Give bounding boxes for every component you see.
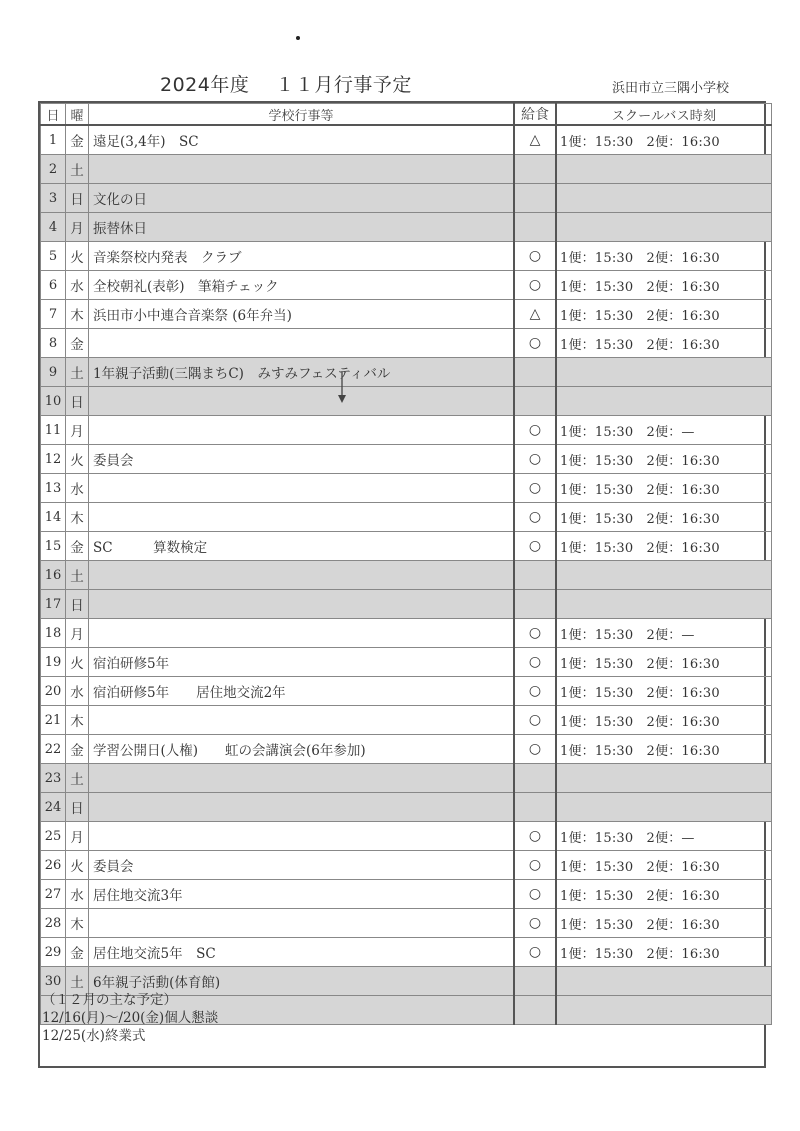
lunch-cell <box>514 793 556 822</box>
event-cell: 音楽祭校内発表 クラブ <box>89 242 515 271</box>
event-cell: 学習公開日(人権) 虹の会講演会(6年参加) <box>89 735 515 764</box>
lunch-cell <box>514 387 556 416</box>
lunch-cell: ○ <box>514 532 556 561</box>
lunch-cell <box>514 213 556 242</box>
day-cell: 5 <box>41 242 66 271</box>
lunch-cell: ○ <box>514 909 556 938</box>
day-cell: 9 <box>41 358 66 387</box>
weekday-cell: 月 <box>66 822 89 851</box>
bus-cell: 1便：15:30 2便：— <box>556 416 772 445</box>
bus-cell <box>556 213 772 242</box>
weekday-cell: 月 <box>66 619 89 648</box>
bus-cell: 1便：15:30 2便：— <box>556 822 772 851</box>
bus-cell <box>556 793 772 822</box>
lunch-cell: ○ <box>514 706 556 735</box>
lunch-cell: ○ <box>514 619 556 648</box>
lunch-cell: △ <box>514 300 556 329</box>
table-row <box>41 793 772 822</box>
bus-cell: 1便：15:30 2便：16:30 <box>556 648 772 677</box>
lunch-cell <box>514 561 556 590</box>
bus-cell: 1便：15:30 2便：16:30 <box>556 271 772 300</box>
table-row <box>41 184 772 213</box>
event-cell <box>89 706 515 735</box>
col-header-day: 日 <box>41 104 66 126</box>
bus-cell <box>556 358 772 387</box>
bus-cell: 1便：15:30 2便：16:30 <box>556 445 772 474</box>
weekday-cell: 日 <box>66 184 89 213</box>
bus-cell: 1便：15:30 2便：16:30 <box>556 909 772 938</box>
day-cell: 16 <box>41 561 66 590</box>
weekday-cell: 金 <box>66 532 89 561</box>
event-cell: 委員会 <box>89 851 515 880</box>
bus-cell: 1便：15:30 2便：16:30 <box>556 125 772 155</box>
day-cell: 23 <box>41 764 66 793</box>
table-row <box>41 155 772 184</box>
weekday-cell: 木 <box>66 706 89 735</box>
col-header-events: 学校行事等 <box>89 104 515 126</box>
weekday-cell: 日 <box>66 590 89 619</box>
event-cell: 振替休日 <box>89 213 515 242</box>
event-cell: 1年親子活動(三隅まちC) みすみフェスティバル <box>89 358 515 387</box>
bus-cell: 1便：15:30 2便：16:30 <box>556 677 772 706</box>
event-cell <box>89 619 515 648</box>
table-row <box>41 358 772 387</box>
down-arrow-icon <box>336 372 348 404</box>
event-cell: 全校朝礼(表彰) 筆箱チェック <box>89 271 515 300</box>
table-row <box>41 909 772 938</box>
bus-cell <box>556 561 772 590</box>
weekday-cell: 水 <box>66 271 89 300</box>
weekday-cell: 火 <box>66 648 89 677</box>
notes-heading: （１２月の主な予定） <box>42 992 177 1008</box>
table-row <box>41 387 772 416</box>
table-row <box>41 938 772 967</box>
bus-cell: 1便：15:30 2便：16:30 <box>556 503 772 532</box>
table-row <box>41 416 772 445</box>
col-header-bus: スクールバス時刻 <box>556 104 772 126</box>
december-notes <box>42 991 762 1045</box>
event-cell: 宿泊研修5年 居住地交流2年 <box>89 677 515 706</box>
day-cell: 21 <box>41 706 66 735</box>
lunch-cell <box>514 590 556 619</box>
day-cell: 25 <box>41 822 66 851</box>
weekday-cell: 火 <box>66 445 89 474</box>
weekday-cell: 土 <box>66 358 89 387</box>
table-row <box>41 532 772 561</box>
day-cell: 12 <box>41 445 66 474</box>
lunch-cell: ○ <box>514 271 556 300</box>
event-cell <box>89 155 515 184</box>
lunch-cell <box>514 764 556 793</box>
event-cell: 浜田市小中連合音楽祭 (6年弁当) <box>89 300 515 329</box>
table-row <box>41 648 772 677</box>
day-cell: 4 <box>41 213 66 242</box>
bus-cell: 1便：15:30 2便：16:30 <box>556 851 772 880</box>
notes-line-2: 12/25(水)終業式 <box>42 1028 146 1044</box>
weekday-cell: 水 <box>66 474 89 503</box>
weekday-cell: 火 <box>66 242 89 271</box>
bus-cell <box>556 155 772 184</box>
bus-cell <box>556 590 772 619</box>
bus-cell: 1便：15:30 2便：16:30 <box>556 735 772 764</box>
lunch-cell: ○ <box>514 677 556 706</box>
day-cell: 3 <box>41 184 66 213</box>
lunch-cell: ○ <box>514 648 556 677</box>
col-header-lunch: 給食 <box>514 104 556 126</box>
day-cell: 11 <box>41 416 66 445</box>
event-cell <box>89 474 515 503</box>
table-row <box>41 125 772 155</box>
day-cell: 10 <box>41 387 66 416</box>
weekday-cell: 土 <box>66 561 89 590</box>
weekday-cell: 月 <box>66 213 89 242</box>
day-cell: 17 <box>41 590 66 619</box>
table-row <box>41 822 772 851</box>
event-cell <box>89 909 515 938</box>
bus-cell: 1便：15:30 2便：16:30 <box>556 474 772 503</box>
weekday-cell: 日 <box>66 793 89 822</box>
bus-cell: 1便：15:30 2便：16:30 <box>556 532 772 561</box>
event-cell: 居住地交流5年 SC <box>89 938 515 967</box>
table-row <box>41 619 772 648</box>
page-title: 2024年度 １１月行事予定 <box>160 74 412 96</box>
event-cell <box>89 416 515 445</box>
day-cell: 8 <box>41 329 66 358</box>
table-row <box>41 213 772 242</box>
table-row <box>41 735 772 764</box>
bus-cell <box>556 184 772 213</box>
event-cell <box>89 387 515 416</box>
day-cell: 6 <box>41 271 66 300</box>
event-cell <box>89 503 515 532</box>
weekday-cell: 金 <box>66 735 89 764</box>
event-cell: 宿泊研修5年 <box>89 648 515 677</box>
event-cell: 文化の日 <box>89 184 515 213</box>
event-cell <box>89 590 515 619</box>
lunch-cell <box>514 184 556 213</box>
weekday-cell: 土 <box>66 764 89 793</box>
stray-dot <box>296 36 300 40</box>
bus-cell: 1便：15:30 2便：16:30 <box>556 706 772 735</box>
event-cell <box>89 793 515 822</box>
event-cell: 居住地交流3年 <box>89 880 515 909</box>
weekday-cell: 木 <box>66 300 89 329</box>
event-cell <box>89 561 515 590</box>
table-row <box>41 242 772 271</box>
bus-cell: 1便：15:30 2便：16:30 <box>556 938 772 967</box>
day-cell: 20 <box>41 677 66 706</box>
day-cell: 22 <box>41 735 66 764</box>
table-row <box>41 271 772 300</box>
day-cell: 2 <box>41 155 66 184</box>
bus-cell: 1便：15:30 2便：16:30 <box>556 242 772 271</box>
lunch-cell: ○ <box>514 329 556 358</box>
weekday-cell: 金 <box>66 125 89 155</box>
day-cell: 18 <box>41 619 66 648</box>
table-row <box>41 880 772 909</box>
day-cell: 1 <box>41 125 66 155</box>
day-cell: 30 <box>41 967 66 996</box>
day-cell: 13 <box>41 474 66 503</box>
table-row <box>41 764 772 793</box>
day-cell: 29 <box>41 938 66 967</box>
weekday-cell: 木 <box>66 909 89 938</box>
event-cell <box>89 822 515 851</box>
day-cell: 7 <box>41 300 66 329</box>
event-cell: 遠足(3,4年) SC <box>89 125 515 155</box>
bus-cell <box>556 764 772 793</box>
table-row <box>41 300 772 329</box>
event-cell <box>89 764 515 793</box>
lunch-cell: ○ <box>514 880 556 909</box>
event-cell: SC 算数検定 <box>89 532 515 561</box>
table-row <box>41 474 772 503</box>
lunch-cell: ○ <box>514 822 556 851</box>
day-cell: 28 <box>41 909 66 938</box>
lunch-cell: ○ <box>514 735 556 764</box>
bus-cell <box>556 387 772 416</box>
weekday-cell: 土 <box>66 967 89 996</box>
table-row <box>41 590 772 619</box>
lunch-cell: △ <box>514 125 556 155</box>
table-header-row <box>41 104 772 126</box>
bus-cell: 1便：15:30 2便：16:30 <box>556 329 772 358</box>
table-row <box>41 561 772 590</box>
table-row <box>41 329 772 358</box>
weekday-cell: 火 <box>66 851 89 880</box>
weekday-cell: 土 <box>66 155 89 184</box>
event-cell <box>89 329 515 358</box>
day-cell: 19 <box>41 648 66 677</box>
table-row <box>41 503 772 532</box>
lunch-cell: ○ <box>514 474 556 503</box>
lunch-cell: ○ <box>514 503 556 532</box>
day-cell: 14 <box>41 503 66 532</box>
day-cell: 24 <box>41 793 66 822</box>
table-row <box>41 851 772 880</box>
lunch-cell: ○ <box>514 242 556 271</box>
weekday-cell: 日 <box>66 387 89 416</box>
school-name: 浜田市立三隅小学校 <box>612 81 730 96</box>
bus-cell: 1便：15:30 2便：16:30 <box>556 300 772 329</box>
lunch-cell: ○ <box>514 938 556 967</box>
weekday-cell: 月 <box>66 416 89 445</box>
table-row <box>41 445 772 474</box>
day-cell: 15 <box>41 532 66 561</box>
bus-cell: 1便：15:30 2便：— <box>556 619 772 648</box>
lunch-cell: ○ <box>514 416 556 445</box>
weekday-cell: 金 <box>66 938 89 967</box>
lunch-cell: ○ <box>514 851 556 880</box>
event-cell: 委員会 <box>89 445 515 474</box>
lunch-cell: ○ <box>514 445 556 474</box>
col-header-weekday: 曜 <box>66 104 89 126</box>
schedule-table <box>40 103 772 1025</box>
day-cell: 26 <box>41 851 66 880</box>
day-cell: 27 <box>41 880 66 909</box>
weekday-cell: 水 <box>66 677 89 706</box>
table-row <box>41 706 772 735</box>
weekday-cell: 木 <box>66 503 89 532</box>
weekday-cell: 水 <box>66 880 89 909</box>
event-cell: 6年親子活動(体育館) <box>89 967 515 996</box>
lunch-cell <box>514 155 556 184</box>
bus-cell: 1便：15:30 2便：16:30 <box>556 880 772 909</box>
table-row <box>41 677 772 706</box>
notes-line-1: 12/16(月)～/20(金)個人懇談 <box>42 1010 219 1026</box>
lunch-cell <box>514 358 556 387</box>
weekday-cell: 金 <box>66 329 89 358</box>
